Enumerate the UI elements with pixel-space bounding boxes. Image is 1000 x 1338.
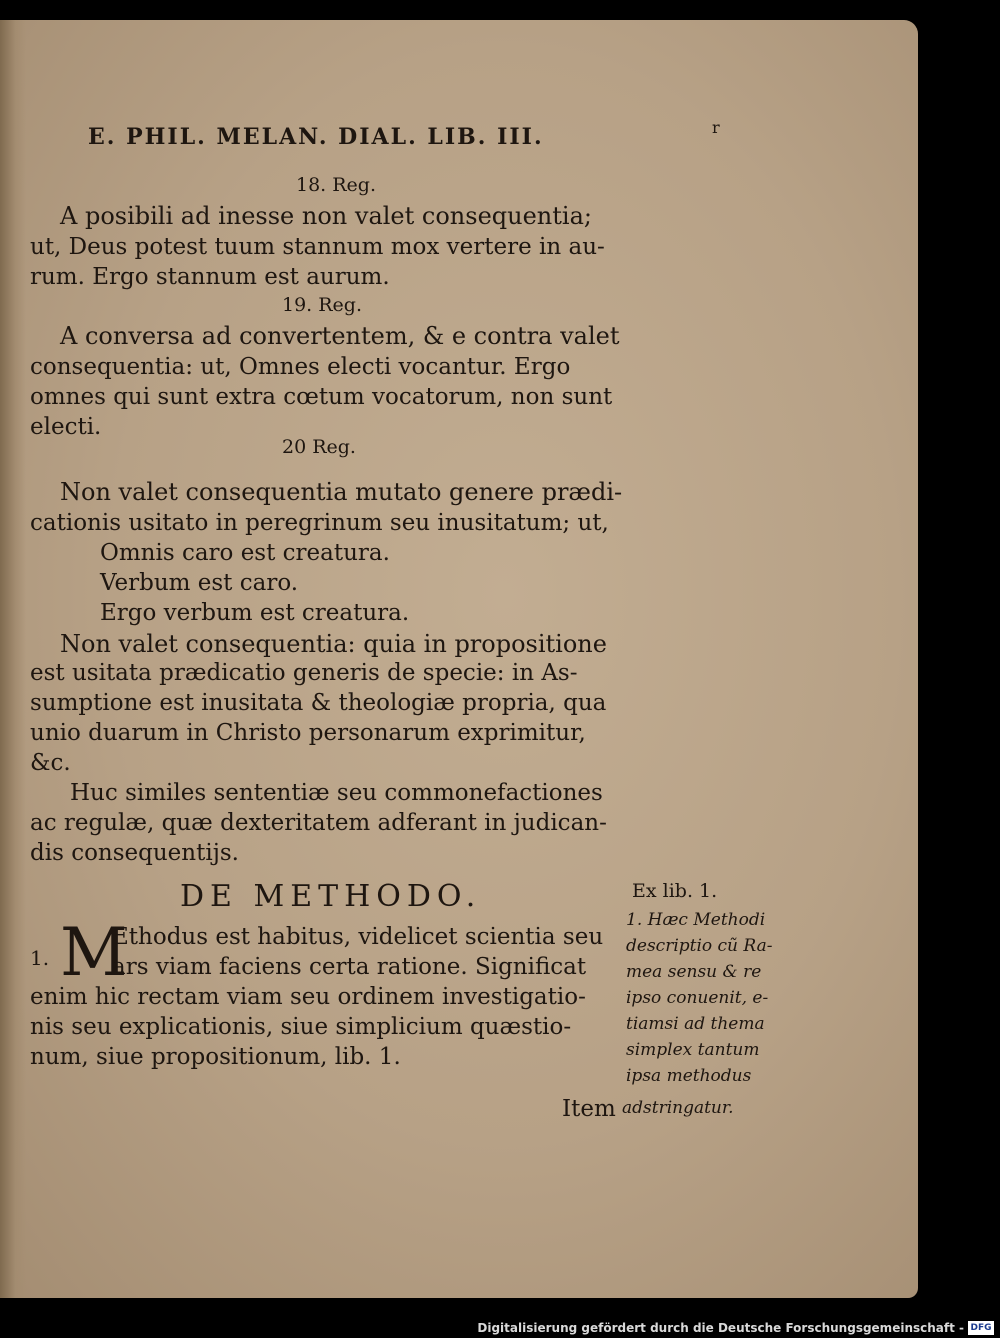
text-line: Ethodus est habitus, videlicet scientia seu	[112, 924, 604, 950]
text-line: rum. Ergo stannum est aurum.	[30, 264, 390, 290]
text-line: A conversa ad convertentem, & e contra valet	[60, 322, 620, 350]
marginal-line: ipso conuenit, e-	[626, 988, 769, 1008]
running-title: E. PHIL. MELAN. DIAL. LIB. III.	[88, 124, 544, 150]
marginal-line: descriptio cũ Ra-	[626, 936, 773, 956]
text-line: ut, Deus potest tuum stannum mox vertere in au-	[30, 234, 605, 260]
footer-credit: Digitalisierung gefördert durch die Deutsche Forschungsgemeinschaft -	[477, 1321, 964, 1335]
text-line: ars viam faciens certa ratione. Significat	[112, 954, 587, 980]
rule-label: 19. Reg.	[282, 294, 363, 316]
text-line: sumptione est inusitata & theologiæ propria, qua	[30, 690, 607, 716]
dfg-logo-icon: DFG	[968, 1321, 994, 1335]
text-line: enim hic rectam viam seu ordinem investigatio-	[30, 984, 586, 1010]
text-line: nis seu explicationis, siue simplicium quæstio-	[30, 1014, 572, 1040]
marginal-ref: Ex lib. 1.	[632, 880, 718, 902]
rule-label: 18. Reg.	[296, 174, 377, 196]
marginal-line: 1. Hæc Methodi	[626, 910, 766, 930]
drop-cap: M	[60, 914, 128, 991]
syllogism-line: Verbum est caro.	[100, 570, 299, 596]
text-line: unio duarum in Christo personarum exprimitur,	[30, 720, 586, 746]
text-line: consequentia: ut, Omnes electi vocantur. Ergo	[30, 354, 571, 380]
text-line: electi.	[30, 414, 102, 440]
text-line: Huc similes sententiæ seu commonefactiones	[70, 780, 603, 806]
folio-mark: r	[712, 118, 720, 137]
text-line: &c.	[30, 750, 71, 776]
text-line: dis consequentijs.	[30, 840, 239, 866]
section-number: 1.	[30, 946, 50, 970]
syllogism-line: Omnis caro est creatura.	[100, 540, 390, 566]
text-line: ac regulæ, quæ dexteritatem adferant in judican-	[30, 810, 607, 836]
section-heading: DE METHODO.	[180, 879, 482, 914]
text-line: cationis usitato in peregrinum seu inusitatum; ut,	[30, 510, 609, 536]
marginal-line: tiamsi ad thema	[626, 1014, 765, 1034]
text-line: Non valet consequentia mutato genere prædi-	[60, 478, 623, 506]
text-line: A posibili ad inesse non valet consequentia;	[60, 202, 592, 230]
marginal-line: mea sensu & re	[626, 962, 762, 982]
marginal-line: simplex tantum	[626, 1040, 760, 1060]
text-line: omnes qui sunt extra cœtum vocatorum, non sunt	[30, 384, 613, 410]
syllogism-line: Ergo verbum est creatura.	[100, 600, 410, 626]
catchword: Item	[562, 1096, 616, 1122]
page-gutter-shadow	[0, 20, 26, 1298]
text-line: Non valet consequentia: quia in propositione	[60, 630, 607, 658]
marginal-line: ipsa methodus	[626, 1066, 752, 1086]
marginal-line: adstringatur.	[622, 1098, 734, 1118]
book-page	[0, 20, 918, 1298]
text-line: num, siue propositionum, lib. 1.	[30, 1044, 401, 1070]
rule-label: 20 Reg.	[282, 436, 356, 458]
text-line: est usitata prædicatio generis de specie: in As-	[30, 660, 578, 686]
